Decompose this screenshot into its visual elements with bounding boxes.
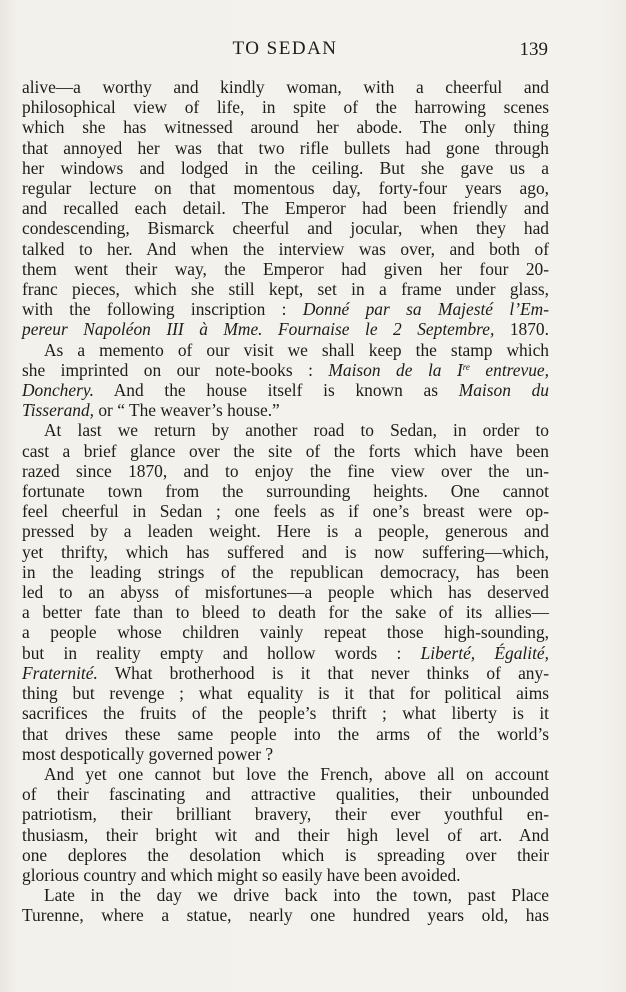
text-line: a people whose children vainly repeat those high-sounding,: [22, 622, 549, 643]
text-line: [22, 360, 549, 380]
paragraph-5: [22, 885, 549, 925]
text-line: most despotically governed power ?: [22, 743, 274, 764]
text-line: [22, 643, 549, 663]
text-line: sacrifices the fruits of the people’s thrift ; what liberty is it: [22, 703, 549, 724]
text-span: but in reality empty and hollow words :: [22, 642, 402, 663]
text-line: As a memento of our visit we shall keep the stamp which: [44, 339, 549, 360]
text-span: she imprinted on our note-books :: [22, 359, 313, 380]
text-line: regular lecture on that momentous day, forty-four years ago,: [22, 178, 549, 199]
paragraph-4: [22, 764, 549, 885]
italic-span: pereur Napoléon III à Mme. Fournaise le 2 Septembre,: [22, 319, 495, 340]
text-span: Maison de la I: [328, 359, 463, 380]
text-line: led to an abyss of misfortunes—a people which has deserved: [22, 582, 549, 603]
text-line: [22, 663, 549, 683]
text-line: [22, 319, 549, 339]
text-line: them went their way, the Emperor had given her four 20-: [22, 258, 549, 279]
text-line: and recalled each detail. The Emperor had been friendly and: [22, 198, 549, 219]
italic-span: Fraternité.: [22, 662, 98, 683]
text-line: yet thrifty, which has suffered and is now suffering—which,: [22, 541, 549, 562]
italic-span: entrevue,: [485, 359, 549, 380]
text-line: [22, 299, 549, 319]
paragraph-2: [22, 340, 549, 421]
italic-span: [328, 360, 470, 380]
italic-span: Donchery.: [22, 380, 94, 401]
text-line: philosophical view of life, in spite of the harrowing scenes: [22, 97, 549, 118]
text-line: a better fate than to bleed to death for the sake of its allies—: [22, 602, 549, 623]
text-line: pressed by a leaden weight. Here is a people, generous and: [22, 521, 549, 542]
text-line: cast a brief glance over the site of the forts which have been: [22, 440, 549, 461]
text-line: feel cheerful in Sedan ; one feels as if one’s breast were op-: [22, 501, 549, 522]
text-span: What brotherhood is it that never thinks of any-: [114, 662, 549, 683]
body-text: [22, 77, 549, 926]
text-line: in the leading strings of the republican democracy, has been: [22, 561, 549, 582]
text-line: that annoyed her was that two rifle bullets had gone through: [22, 137, 549, 158]
text-line: glorious country and which might so easily have been avoided.: [22, 864, 461, 885]
italic-span: Donné par sa Majesté l’Em-: [302, 299, 549, 320]
text-line: of their fascinating and attractive qualities, their unbounded: [22, 784, 549, 805]
text-line: Turenne, where a statue, nearly one hundred years old, has: [22, 905, 549, 926]
text-line: which she has witnessed around her abode. The only thing: [22, 117, 549, 138]
text-line: alive—a worthy and kindly woman, with a cheerful and: [22, 77, 549, 97]
text-line: thing but revenge ; what equality is it that for political aims: [22, 683, 549, 704]
italic-span: Tisserand,: [22, 400, 94, 421]
text-span: And the house itself is known as: [113, 380, 438, 401]
page-number: 139: [519, 39, 548, 60]
running-head: TO SEDAN: [232, 38, 338, 59]
text-line: one deplores the desolation which is spreading over their: [22, 844, 549, 865]
text-line: fortunate town from the surrounding heights. One cannot: [22, 481, 549, 502]
paragraph-1: [22, 77, 549, 340]
text-line: [22, 380, 549, 400]
text-line: condescending, Bismarck cheerful and jocular, when they had: [22, 218, 549, 239]
superscript: re: [462, 361, 470, 372]
text-span: 1870.: [509, 319, 549, 340]
page-header: [0, 38, 626, 64]
text-line: And yet one cannot but love the French, above all on account: [44, 763, 549, 784]
text-line: Late in the day we drive back into the town, past Place: [44, 885, 549, 906]
text-line: that drives these same people into the arms of the world’s: [22, 723, 549, 744]
text-span: with the following inscription :: [22, 299, 287, 320]
paragraph-3: [22, 420, 549, 763]
text-line: thusiasm, their bright wit and their high level of art. And: [22, 824, 549, 845]
text-line: [22, 400, 549, 420]
text-line: patriotism, their brilliant bravery, their ever youthful en-: [22, 804, 549, 825]
text-line: talked to her. And when the interview was over, and both of: [22, 238, 549, 259]
text-line: At last we return by another road to Sedan, in order to: [44, 420, 549, 441]
text-line: her windows and lodged in the ceiling. But she gave us a: [22, 157, 549, 178]
text-line: razed since 1870, and to enjoy the fine view over the un-: [22, 460, 549, 481]
italic-span: Maison du: [458, 380, 549, 401]
text-line: franc pieces, which she still kept, set in a frame under glass,: [22, 279, 549, 300]
italic-span: Liberté, Égalité,: [420, 642, 549, 663]
text-span: or “ The weaver’s house.”: [98, 400, 280, 421]
